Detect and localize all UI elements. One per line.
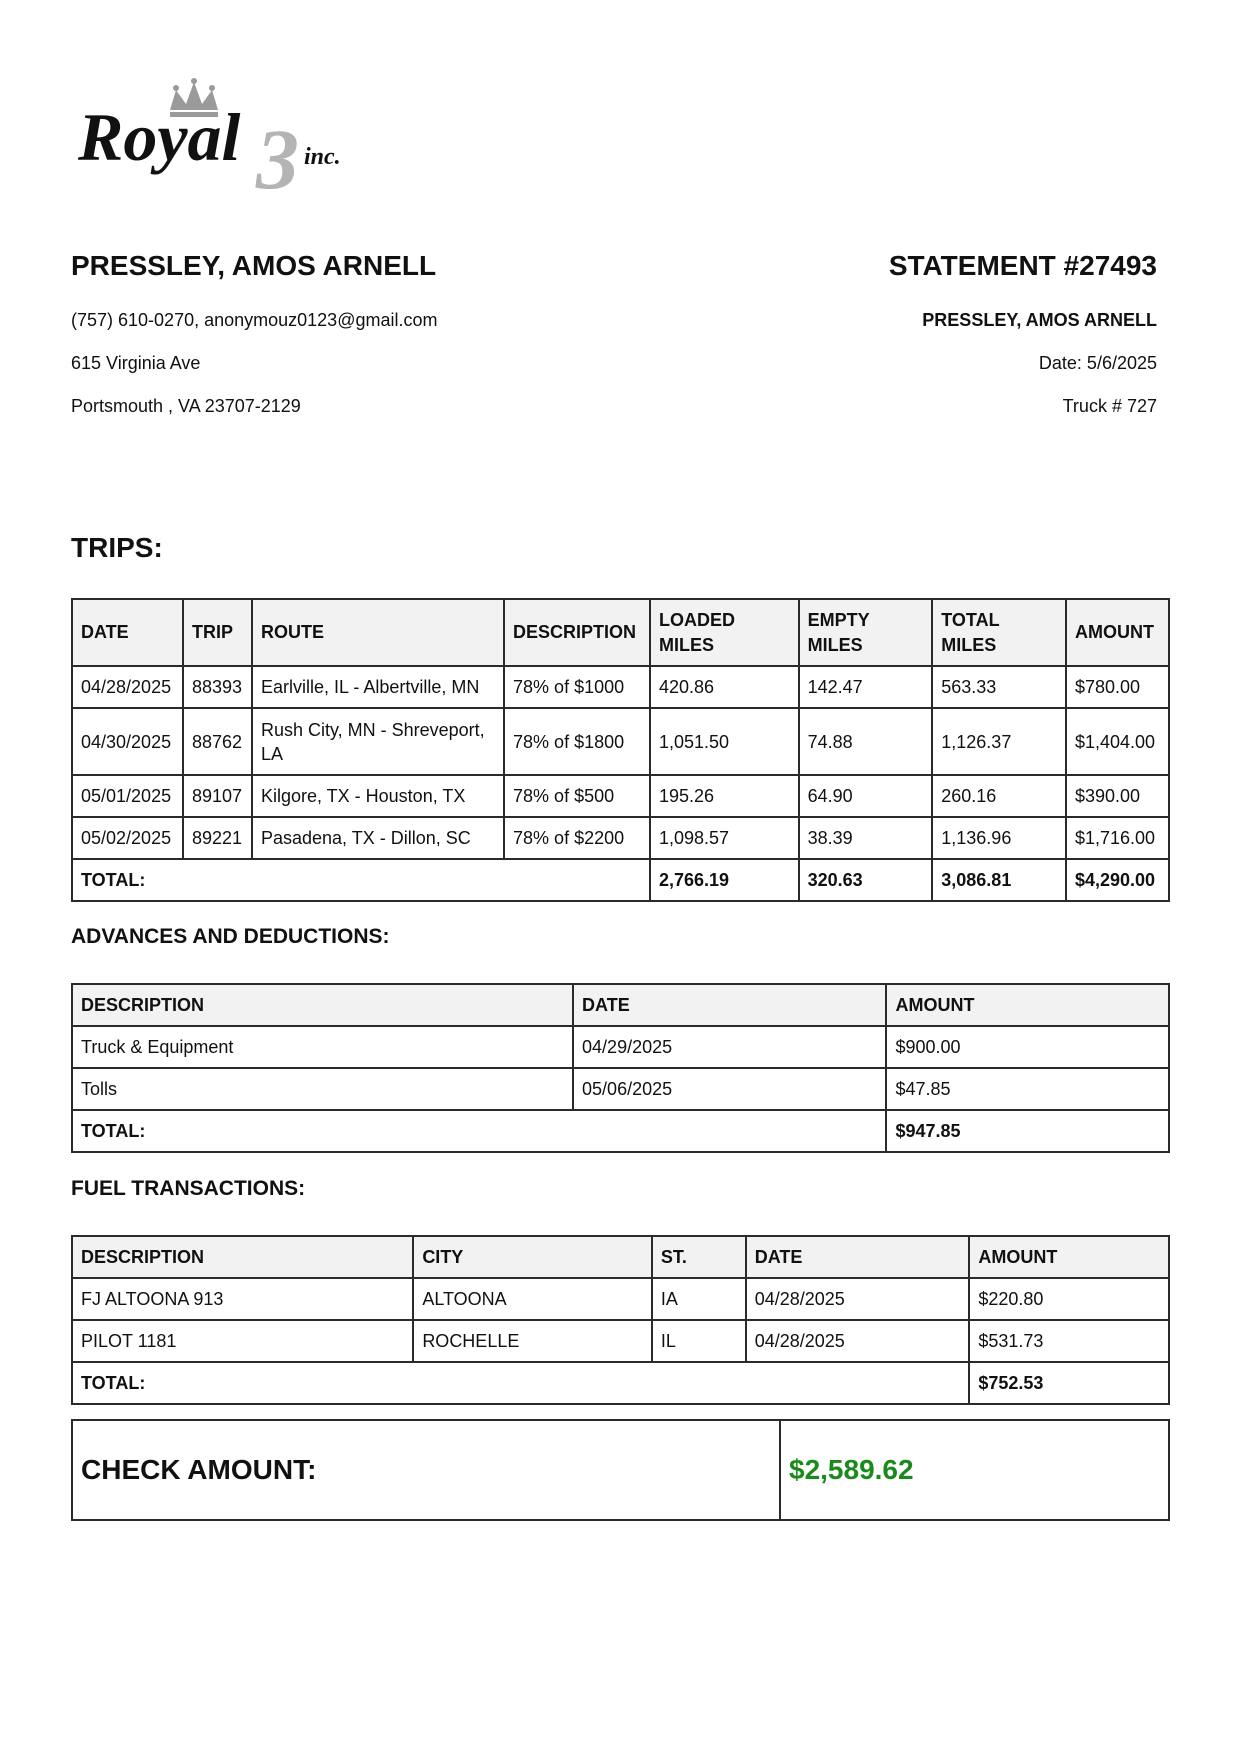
table-row <box>72 666 1169 708</box>
trip-total-miles: 563.33 <box>932 666 1066 708</box>
table-row <box>72 817 1169 859</box>
trip-route: Pasadena, TX - Dillon, SC <box>252 817 504 859</box>
trip-route: Rush City, MN - Shreveport, LA <box>252 708 504 775</box>
trip-number: 88762 <box>183 708 252 775</box>
advance-date: 05/06/2025 <box>573 1068 886 1110</box>
table-row <box>72 1026 1169 1068</box>
trip-loaded-miles: 195.26 <box>650 775 799 817</box>
trips-total-empty-miles: 320.63 <box>799 859 933 901</box>
fuel-date: 04/28/2025 <box>746 1320 970 1362</box>
advance-amount: $47.85 <box>886 1068 1169 1110</box>
trips-total-row <box>72 859 1169 901</box>
trip-amount: $1,404.00 <box>1066 708 1169 775</box>
statement-title: STATEMENT #27493 <box>888 250 1157 281</box>
fuel-total-amount: $752.53 <box>969 1362 1169 1404</box>
table-row <box>72 1278 1169 1320</box>
col-total-miles-header: TOTAL MILES <box>932 599 1066 666</box>
statement-payee-name: PRESSLEY, AMOS ARNELL <box>922 310 1157 330</box>
trip-empty-miles: 142.47 <box>799 666 933 708</box>
trip-total-miles: 1,126.37 <box>932 708 1066 775</box>
trip-route: Earlville, IL - Albertville, MN <box>252 666 504 708</box>
trips-total-amount: $4,290.00 <box>1066 859 1169 901</box>
fuel-description: FJ ALTOONA 913 <box>72 1278 413 1320</box>
col-empty-miles-header: EMPTY MILES <box>799 599 933 666</box>
fuel-total-label: TOTAL: <box>72 1362 969 1404</box>
check-amount-box <box>71 1419 1170 1521</box>
advances-header-row <box>72 984 1169 1026</box>
col-route-header: ROUTE <box>252 599 504 666</box>
driver-name: PRESSLEY, AMOS ARNELL <box>71 250 437 281</box>
table-row <box>72 1320 1169 1362</box>
advances-total-label: TOTAL: <box>72 1110 886 1152</box>
col-date-header: DATE <box>746 1236 970 1278</box>
fuel-table <box>71 1235 1170 1405</box>
fuel-total-row <box>72 1362 1169 1404</box>
trip-number: 89221 <box>183 817 252 859</box>
trips-total-label: TOTAL: <box>72 859 650 901</box>
trip-number: 89107 <box>183 775 252 817</box>
fuel-state: IL <box>652 1320 746 1362</box>
trips-table <box>71 598 1170 902</box>
trip-empty-miles: 74.88 <box>799 708 933 775</box>
trip-date: 04/28/2025 <box>72 666 183 708</box>
col-amount-header: AMOUNT <box>1066 599 1169 666</box>
advances-total-amount: $947.85 <box>886 1110 1169 1152</box>
driver-contact: (757) 610-0270, anonymouz0123@gmail.com <box>71 310 438 330</box>
logo-number: 3 <box>256 111 299 198</box>
trip-total-miles: 260.16 <box>932 775 1066 817</box>
trip-total-miles: 1,136.96 <box>932 817 1066 859</box>
trips-heading: TRIPS: <box>71 532 163 563</box>
fuel-amount: $220.80 <box>969 1278 1169 1320</box>
statement-date: Date: 5/6/2025 <box>1038 353 1157 373</box>
driver-address-line1: 615 Virginia Ave <box>71 353 201 373</box>
fuel-date: 04/28/2025 <box>746 1278 970 1320</box>
fuel-state: IA <box>652 1278 746 1320</box>
trip-number: 88393 <box>183 666 252 708</box>
col-description-header: DESCRIPTION <box>72 984 573 1026</box>
advances-table <box>71 983 1170 1153</box>
col-city-header: CITY <box>413 1236 652 1278</box>
table-row <box>72 775 1169 817</box>
trip-description: 78% of $1800 <box>504 708 650 775</box>
advances-total-row <box>72 1110 1169 1152</box>
driver-address-line2: Portsmouth , VA 23707-2129 <box>71 396 301 416</box>
trip-loaded-miles: 1,098.57 <box>650 817 799 859</box>
table-row <box>72 708 1169 775</box>
trip-amount: $390.00 <box>1066 775 1169 817</box>
trip-description: 78% of $500 <box>504 775 650 817</box>
trip-date: 04/30/2025 <box>72 708 183 775</box>
col-loaded-miles-header: LOADED MILES <box>650 599 799 666</box>
col-date-header: DATE <box>72 599 183 666</box>
trip-date: 05/02/2025 <box>72 817 183 859</box>
trips-total-miles: 3,086.81 <box>932 859 1066 901</box>
fuel-description: PILOT 1181 <box>72 1320 413 1362</box>
fuel-city: ALTOONA <box>413 1278 652 1320</box>
table-row <box>72 1068 1169 1110</box>
fuel-city: ROCHELLE <box>413 1320 652 1362</box>
trip-amount: $780.00 <box>1066 666 1169 708</box>
trip-description: 78% of $2200 <box>504 817 650 859</box>
advance-description: Truck & Equipment <box>72 1026 573 1068</box>
truck-number: Truck # 727 <box>1062 396 1157 416</box>
trip-amount: $1,716.00 <box>1066 817 1169 859</box>
check-amount-value: $2,589.62 <box>789 1454 914 1485</box>
advance-amount: $900.00 <box>886 1026 1169 1068</box>
advance-description: Tolls <box>72 1068 573 1110</box>
logo-word: Royal <box>78 99 241 175</box>
col-state-header: ST. <box>652 1236 746 1278</box>
col-date-header: DATE <box>573 984 886 1026</box>
col-description-header: DESCRIPTION <box>72 1236 413 1278</box>
col-trip-header: TRIP <box>183 599 252 666</box>
trip-date: 05/01/2025 <box>72 775 183 817</box>
logo-suffix: inc. <box>304 144 341 170</box>
fuel-amount: $531.73 <box>969 1320 1169 1362</box>
col-amount-header: AMOUNT <box>969 1236 1169 1278</box>
check-amount-label: CHECK AMOUNT: <box>73 1421 781 1519</box>
col-description-header: DESCRIPTION <box>504 599 650 666</box>
trips-header-row <box>72 599 1169 666</box>
trip-description: 78% of $1000 <box>504 666 650 708</box>
company-logo <box>78 78 398 198</box>
col-amount-header: AMOUNT <box>886 984 1169 1026</box>
trips-total-loaded-miles: 2,766.19 <box>650 859 799 901</box>
advances-heading: ADVANCES AND DEDUCTIONS: <box>71 925 390 948</box>
trip-loaded-miles: 420.86 <box>650 666 799 708</box>
trip-empty-miles: 38.39 <box>799 817 933 859</box>
fuel-header-row <box>72 1236 1169 1278</box>
trip-route: Kilgore, TX - Houston, TX <box>252 775 504 817</box>
advance-date: 04/29/2025 <box>573 1026 886 1068</box>
trip-loaded-miles: 1,051.50 <box>650 708 799 775</box>
fuel-heading: FUEL TRANSACTIONS: <box>71 1177 306 1200</box>
trip-empty-miles: 64.90 <box>799 775 933 817</box>
